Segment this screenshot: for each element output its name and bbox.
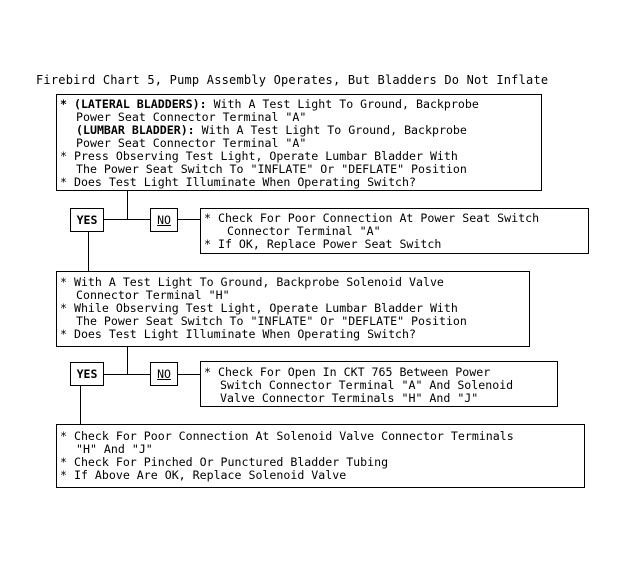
- step-3-line-0: [60, 430, 514, 443]
- step-3-line-1: "H" And "J": [76, 442, 153, 456]
- step-3-line-3: [60, 469, 346, 482]
- chart-title: Firebird Chart 5, Pump Assembly Operates, But Bladders Do Not Inflate: [36, 73, 549, 87]
- no-action-1-line-1: Connector Terminal "A": [227, 224, 381, 238]
- no-branch-text-1: NO: [157, 213, 171, 227]
- step-1-line-0: [60, 98, 479, 111]
- yes-branch-label-1: YES: [70, 208, 104, 232]
- bullet-star: *: [60, 468, 67, 482]
- no-action-2-line-2: Valve Connector Terminals "H" And "J": [220, 391, 479, 405]
- no-branch-label-1: [150, 208, 178, 232]
- no-action-1-line-0-text: Check For Poor Connection At Power Seat Switch: [217, 211, 540, 225]
- yes-branch-label-2: YES: [70, 362, 104, 386]
- connector-line: [127, 191, 128, 219]
- step-2-line-4-text: Does Test Light Illuminate When Operating Switch?: [73, 327, 416, 341]
- connector-line: [127, 347, 128, 374]
- bullet-star: *: [60, 429, 67, 443]
- bullet-star: *: [204, 237, 211, 251]
- no-action-box-1: [200, 208, 589, 254]
- step-2-box: [56, 271, 530, 347]
- bullet-star: *: [204, 365, 211, 379]
- bullet-star: *: [204, 211, 211, 225]
- bullet-star: *: [60, 175, 67, 189]
- step-1-line-4-text: Press Observing Test Light, Operate Lumbar Bladder With: [73, 149, 458, 163]
- step-3-line-0-text: Check For Poor Connection At Solenoid Valve Connector Terminals: [73, 429, 514, 443]
- no-action-1-line-2-text: If OK, Replace Power Seat Switch: [217, 237, 442, 251]
- step-1-line-0-text: With A Test Light To Ground, Backprobe: [206, 97, 479, 111]
- step-1-line-2: [76, 124, 467, 137]
- step-3-line-2-text: Check For Pinched Or Punctured Bladder Tubing: [73, 455, 389, 469]
- step-1-line-6-text: Does Test Light Illuminate When Operating Switch?: [73, 175, 416, 189]
- step-2-line-3: The Power Seat Switch To "INFLATE" Or "DEFLATE" Position: [76, 314, 467, 328]
- bullet-star: *: [60, 97, 67, 111]
- step-2-line-4: [60, 328, 416, 341]
- bullet-star: *: [60, 327, 67, 341]
- step-1-line-5: The Power Seat Switch To "INFLATE" Or "DEFLATE" Position: [76, 162, 467, 176]
- step-1-line-6: [60, 176, 416, 189]
- step-1-line-1: Power Seat Connector Terminal "A": [76, 110, 307, 124]
- step-1-line-3: Power Seat Connector Terminal "A": [76, 136, 307, 150]
- no-action-1-line-0: [204, 212, 539, 225]
- bullet-star: *: [60, 275, 67, 289]
- step-2-line-0-text: With A Test Light To Ground, Backprobe Solenoid Valve: [73, 275, 444, 289]
- step-3-line-2: [60, 456, 388, 469]
- no-action-2-line-0: [204, 366, 490, 379]
- step-3-box: [56, 424, 585, 488]
- step-3-line-3-text: If Above Are OK, Replace Solenoid Valve: [73, 468, 347, 482]
- step-1-box: [56, 94, 542, 191]
- no-branch-text-2: NO: [157, 367, 171, 381]
- lateral-bladders-label: (LATERAL BLADDERS):: [73, 97, 207, 111]
- step-2-line-0: [60, 276, 444, 289]
- no-action-2-line-1: Switch Connector Terminal "A" And Solenoid: [220, 378, 514, 392]
- no-action-1-line-2: [204, 238, 441, 251]
- step-1-line-4: [60, 150, 458, 163]
- connector-line: [88, 219, 200, 220]
- no-action-2-line-0-text: Check For Open In CKT 765 Between Power: [217, 365, 491, 379]
- bullet-star: *: [60, 149, 67, 163]
- no-action-box-2: [200, 361, 558, 407]
- step-2-line-1: Connector Terminal "H": [76, 288, 230, 302]
- step-1-line-2-text: With A Test Light To Ground, Backprobe: [194, 123, 467, 137]
- no-branch-label-2: [150, 362, 178, 386]
- bullet-star: *: [60, 301, 67, 315]
- step-2-line-2-text: While Observing Test Light, Operate Lumbar Bladder With: [73, 301, 458, 315]
- bullet-star: *: [60, 455, 67, 469]
- lumbar-bladder-label: (LUMBAR BLADDER):: [76, 123, 195, 137]
- step-2-line-2: [60, 302, 458, 315]
